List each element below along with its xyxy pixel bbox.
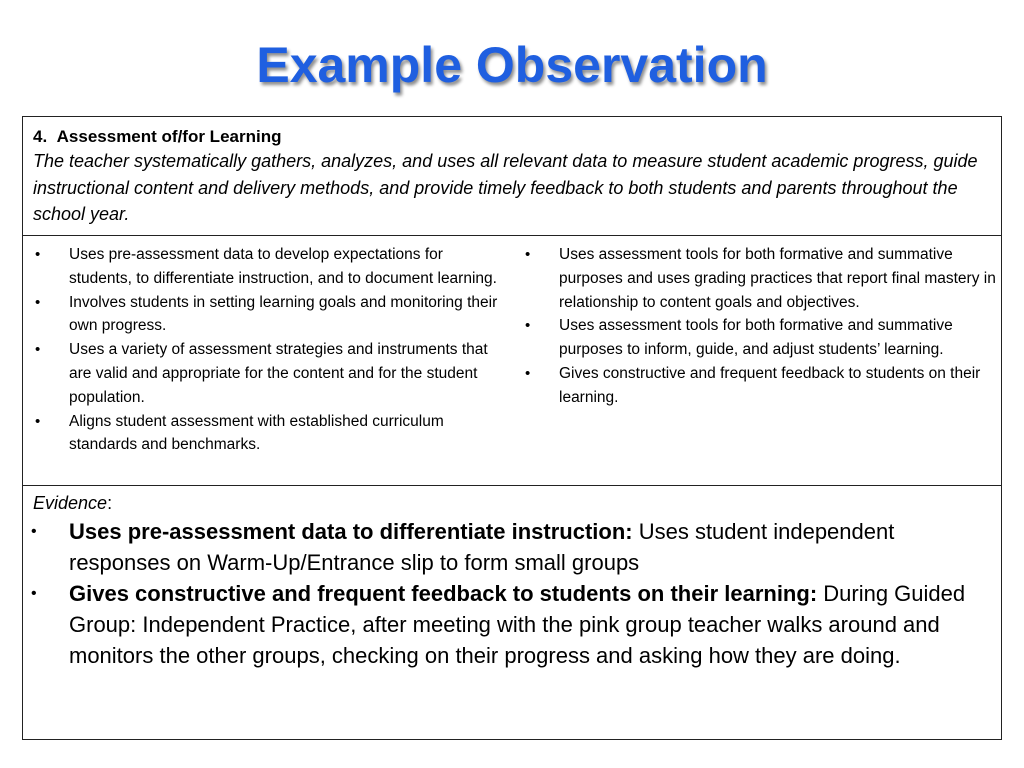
evidence-text: Uses student independent responses on Warm-Up/Entrance slip to form small groups (69, 519, 895, 575)
indicators-right-list (521, 243, 997, 410)
indicator-text: Involves students in setting learning goals and monitoring their own progress. (69, 293, 498, 335)
bullet-icon: • (525, 246, 531, 263)
rubric-table (22, 116, 1002, 740)
bullet-icon: • (35, 412, 41, 430)
bullet-icon: • (31, 585, 37, 602)
list-item (521, 314, 997, 362)
indicator-text: Uses a variety of assessment strategies and instruments that are valid and appropriate for the content and for the student population. (69, 341, 488, 406)
indicator-text: Aligns student assessment with established curriculum standards and benchmarks. (69, 412, 444, 454)
standard-description: The teacher systematically gathers, analyzes, and uses all relevant data to measure student academic progress, guide instructional content and delivery methods, and provide timely feedback to both students and parents throughout the school year. (33, 151, 978, 224)
bullet-icon: • (35, 293, 41, 311)
list-item (521, 362, 997, 410)
evidence-label-text: Evidence (33, 493, 108, 513)
page-title: Example Observation (256, 37, 768, 93)
indicator-text: Gives constructive and frequent feedback to students on their learning. (559, 364, 981, 406)
evidence-label (33, 490, 991, 516)
list-item (33, 578, 991, 671)
bullet-icon: • (525, 364, 531, 382)
indicators-left-list (31, 243, 507, 457)
evidence-section (23, 486, 1001, 740)
evidence-heading: Uses pre-assessment data to differentiate instruction: (69, 519, 633, 544)
list-item (521, 243, 997, 314)
indicators-section (23, 236, 1001, 486)
indicator-text: Uses pre-assessment data to develop expectations for students, to differentiate instruction, and to document learning. (69, 246, 497, 287)
evidence-text: During Guided Group: Independent Practice, after meeting with the pink group teacher walks around and monitors the other groups, checking on their progress and asking how they are doing. (69, 581, 966, 668)
standard-number: 4. (33, 127, 48, 146)
standard-title (33, 126, 991, 148)
standard-name: Assessment of/for Learning (56, 127, 282, 146)
list-item (31, 291, 507, 339)
list-item (31, 338, 507, 409)
standard-header (23, 117, 1001, 236)
list-item (33, 516, 991, 578)
bullet-icon: • (31, 523, 37, 540)
bullet-icon: • (525, 317, 531, 335)
evidence-heading: Gives constructive and frequent feedback to students on their learning: (69, 581, 818, 606)
indicator-text: Uses assessment tools for both formative and summative purposes to inform, guide, and adjust students’ learning. (559, 317, 953, 359)
list-item (31, 243, 507, 291)
bullet-icon: • (35, 341, 41, 359)
evidence-label-colon: : (107, 493, 113, 513)
list-item (31, 410, 507, 458)
indicator-text: Uses assessment tools for both formative and summative purposes and uses grading practices that report final mastery in relationship to content goals and objectives. (559, 246, 996, 311)
evidence-list (33, 516, 991, 671)
bullet-icon: • (35, 246, 41, 263)
